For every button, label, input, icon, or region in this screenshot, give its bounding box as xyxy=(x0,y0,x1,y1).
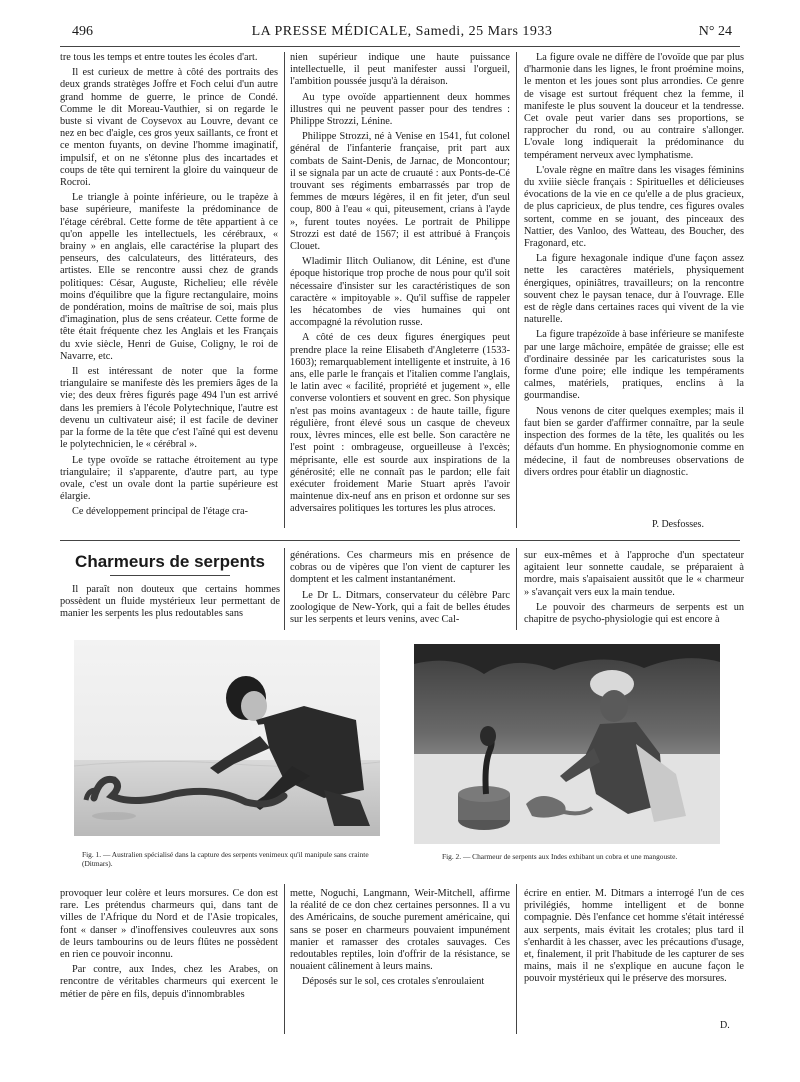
title-underline xyxy=(110,575,230,576)
paragraph: Le triangle à pointe inférieure, ou le trapèze à base supérieure, manifeste la prédominance de l'étage cérébral. Cette forme de tête appartient à ce qu'on appelle les intellectuels, les cérébraux, « brainy » en anglais, elle caractérise la plupart des penseurs, des calculateurs, des littérateurs, des artistes. Elle se rencontre aussi chez de grands politiques: César, Auguste, Richelieu; elle révèle moins d'équilibre que la figure rectangulaire, moins de pondération, moins de maîtrise de soi, mais plus d'imagination, plus de sens créateur. Cette forme de tête était fréquente chez les Anglais et les Français du xvie siècle, Henri de Guise, Coligny, le roi de Navarre, etc. xyxy=(60,192,278,362)
paragraph: tre tous les temps et entre toutes les écoles d'art. xyxy=(60,52,258,63)
paragraph: écrire en entier. M. Ditmars a interrogé l'un de ces privilégiés, homme intelligent et de bonne compagnie. Dès l'enfance cet homme s'était intéressé aux serpents, mais évitait les crotales; plus tard il s'enhardit à les chasser, avec les précautions d'usage, et, finalement, il prit l'habitude de les capturer de ses mains, mais il ne s'explique en aucune façon le pouvoir mystérieux qui le préserve des morsures. xyxy=(524,888,744,985)
paragraph: L'ovale règne en maître dans les visages féminins du xviiie siècle français : Spirituelles et délicieuses évocations de la vie en ce qu'elle a de plus gracieux, de plus capricieux, de plus tendre, ces figures ovales sortent, comme en se jouant, des pinceaux des Nattier, des Vanloo, des Watteau, des Boucher, des Fragonard, etc. xyxy=(524,164,744,250)
paragraph: Par contre, aux Indes, chez les Arabes, on rencontre de véritables charmeurs qui exercent le métier de père en fils, depuis d'innombrables xyxy=(60,964,278,1000)
article-title: Charmeurs de serpents xyxy=(75,552,265,571)
paragraph: La figure ovale ne diffère de l'ovoïde que par plus d'harmonie dans les lignes, le front proémine moins, le menton et les joues sont plus arrondies. Ce genre de visage est surtout fréquent chez la femme, il manifeste le plus souvent la douceur et la tendresse. Cet ovale peut varier dans ses proportions, se rapprocher du rond, ou au contraire s'allonger. L'ovale long indiquerait la prédominance du tempérament nerveux avec lymphatisme. xyxy=(524,52,744,161)
paragraph: Wladimir Ilitch Oulianow, dit Lénine, est d'une époque historique trop proche de nous pour qu'il soit nécessaire d'insister sur les caractéristiques de son caractère « impitoyable ». Qu'il suffise de rappeler les hécatombes de vies humaines qui ont accompagné la révolution russe. xyxy=(290,256,510,329)
paragraph: Il est curieux de mettre à côté des portraits des deux grands stratèges Joffre et Foch celui d'un autre grand homme de guerre, le prince de Condé. Comme le dit Moreau-Vauthier, si on regarde le buste si vivant de Coysevox au Louvre, devant ce nez en bec d'aigle, ces gros yeux saillants, ce front et ce menton fuyants, on devine l'homme imaginatif, impulsif, et on ne s'étonne plus des incartades et coups de tête qui ternirent la gloire du vainqueur de Rocroi. xyxy=(60,67,278,189)
paragraph: La figure hexagonale indique d'une façon assez nette les caractères matériels, physiquement énergiques, opiniâtres, travailleurs; on la rencontre souvent chez le paysan tenace, dur à l'ouvrage. Elle est de règle dans certaines races qui vivent de la vie naturelle. xyxy=(524,253,744,326)
header-rule xyxy=(60,46,740,47)
article-column-2-continued xyxy=(290,888,510,992)
article-column-1 xyxy=(60,584,280,624)
article-column-3-continued xyxy=(524,888,744,989)
snake-catcher-image xyxy=(74,640,380,836)
fig-2-caption: Fig. 2. — Charmeur de serpents aux Indes exhibant un cobra et une mangouste. xyxy=(442,852,678,861)
top-column-right xyxy=(524,52,744,482)
column-divider xyxy=(284,548,285,630)
fig-2-photo xyxy=(414,644,720,844)
section-rule xyxy=(60,540,740,541)
column-divider xyxy=(284,52,285,528)
column-divider xyxy=(516,548,517,630)
paragraph: Il paraît non douteux que certains hommes possèdent un fluide mystérieux leur permettant de manier les serpents les plus redoutables sans xyxy=(60,584,280,620)
paragraph: Il est intéressant de noter que la forme triangulaire se manifeste dès les premiers âges de la vie; des deux frères figurés page 494 l'un est arrivé dans les premiers à l'école Polytechnique, l'autre est devenu un cultivateur aisé; il est facile de deviner par la forme de la tête que c'est l'aîné qui est devenu le polytechnicien, le « cérébral ». xyxy=(60,366,278,451)
paragraph: La figure trapézoïde à base inférieure se manifeste par une large mâchoire, empâtée de graisse; elle est d'ordinaire dessinée par les caricaturistes sous la forme d'une poire; elle indique les tempéraments calmes, matériels, pratiques, enclins à la gourmandise. xyxy=(524,329,744,402)
author-signature: P. Desfosses. xyxy=(652,519,704,530)
article-signature: D. xyxy=(720,1020,730,1031)
paragraph: Déposés sur le sol, ces crotales s'enroulaient xyxy=(302,976,485,988)
page-number: 496 xyxy=(72,24,93,39)
paragraph: générations. Ces charmeurs mis en présence de cobras ou de vipères que l'on vient de capturer les domptent et les calment instantanément. xyxy=(290,550,510,586)
paragraph: sur eux-mêmes et à l'approche d'un spectateur agitaient leur sonnette caudale, se préparaient à mordre, mais s'apaisaient aussitôt que le « charmeur » s'avançait vers eux la main tendue. xyxy=(524,550,744,598)
article-column-1-continued xyxy=(60,888,278,1004)
paragraph: Philippe Strozzi, né à Venise en 1541, fut colonel général de l'infanterie française, prit part aux combats de Saint-Denis, de Jarnac, de Moncontour; il se signala par un acte de cruauté : aux Ponts-de-Cé trouvant ses régiments embarrassés par trop de femmes de mœurs légères, il en fit jeter, d'un seul coup, 800 à l'eau « qui, piteusement, crians à l'ayde », furent toutes noyées. Le portrait de Philippe Strozzi est daté de 1567; il est attribué à François Clouet. xyxy=(290,131,510,253)
fig-1-caption: Fig. 1. — Australien spécialisé dans la capture des serpents venimeux qu'il manipule sans crainte (Ditmars). xyxy=(82,850,369,868)
column-divider xyxy=(516,884,517,1034)
paragraph: Le type ovoïde se rattache étroitement au type triangulaire; il s'apparente, d'autre part, au type ovale, c'est un ovale dont la partie supérieure est élargie. xyxy=(60,454,278,503)
paragraph: nien supérieur indique une haute puissance intellectuelle, il peut manifester aussi l'orgueil, l'ambition poussée jusqu'à la déraison. xyxy=(290,52,510,88)
journal-title: LA PRESSE MÉDICALE, Samedi, 25 Mars 1933 xyxy=(251,24,553,39)
paragraph: Nous venons de citer quelques exemples; mais il faut bien se garder d'affirmer connaître, par la seule inspection des formes de la tête, les qualités ou les défauts d'un homme. En physiognomonie comme en médecine, il faut de nombreuses observations de divers ordres pour établir un diagnostic. xyxy=(524,405,744,478)
article-column-2 xyxy=(290,550,510,629)
fig-1-photo xyxy=(74,640,380,836)
snake-charmer-image xyxy=(414,644,720,844)
issue-number: N° 24 xyxy=(698,24,732,39)
paragraph: Le pouvoir des charmeurs de serpents est un chapitre de psycho-physiologie qui est encore à xyxy=(524,601,744,626)
top-column-middle xyxy=(290,52,510,519)
paragraph: Le Dr L. Ditmars, conservateur du célèbre Parc zoologique de New-York, qui a fait de belles études sur les serpents et leurs venins, avec Cal- xyxy=(290,589,510,626)
column-divider xyxy=(284,884,285,1034)
running-header xyxy=(72,24,732,44)
paragraph: A côté de ces deux figures énergiques peut prendre place la reine Elisabeth d'Angleterre (1533-1603); remarquablement intelligente et instruite, à 16 ans, elle parle le français et l'italien comme l'anglais, le latin avec « facilité, propriété et jugement », elle converse volontiers et souvent en grec. Son physique n'est pas moins avantageux : de haute taille, figure régulière, front élevé sous un casque de cheveux roux, lèvres minces, elle est belle. Son caractère ne l'est point : ombrageuse, orgueilleuse à l'excès; méprisante, elle est sourde aux inspirations de la générosité; elle ne connaît pas le pardon; elle fait exécuter froidement Marie Stuart après l'avoir maintenue dix-neuf ans en prison et ordonne sur ses adversaires politiques les tortures les plus atroces. xyxy=(290,332,510,515)
paragraph: provoquer leur colère et leurs morsures. Ce don est rare. Les prétendus charmeurs qui, dans tant de villes de l'Afrique du Nord et de l'Asie tropicales, font « danser » d'inoffensives couleuvres aux sons de leurs tambourins ou de leurs flûtes ne possèdent en rien ce pouvoir inconnu. xyxy=(60,888,278,961)
paragraph: Ce développement principal de l'étage cra- xyxy=(72,506,248,518)
paragraph: mette, Noguchi, Langmann, Weir-Mitchell, affirme la réalité de ce don chez certaines personnes. Il a vu des Américains, de souche purement américaine, qui sans se poser en charmeurs pouvaient impunément manier et ramasser des crotales sauvages. Ces redoutables reptiles, loin d'offrir de la résistance, se nouaient câlinement à leurs mains. xyxy=(290,888,510,973)
article-column-3 xyxy=(524,550,744,629)
paragraph: Au type ovoïde appartiennent deux hommes illustres qui ne peuvent passer pour des tendres : Philippe Strozzi, Lénine. xyxy=(290,91,510,128)
column-divider xyxy=(516,52,517,528)
top-column-left xyxy=(60,52,278,522)
